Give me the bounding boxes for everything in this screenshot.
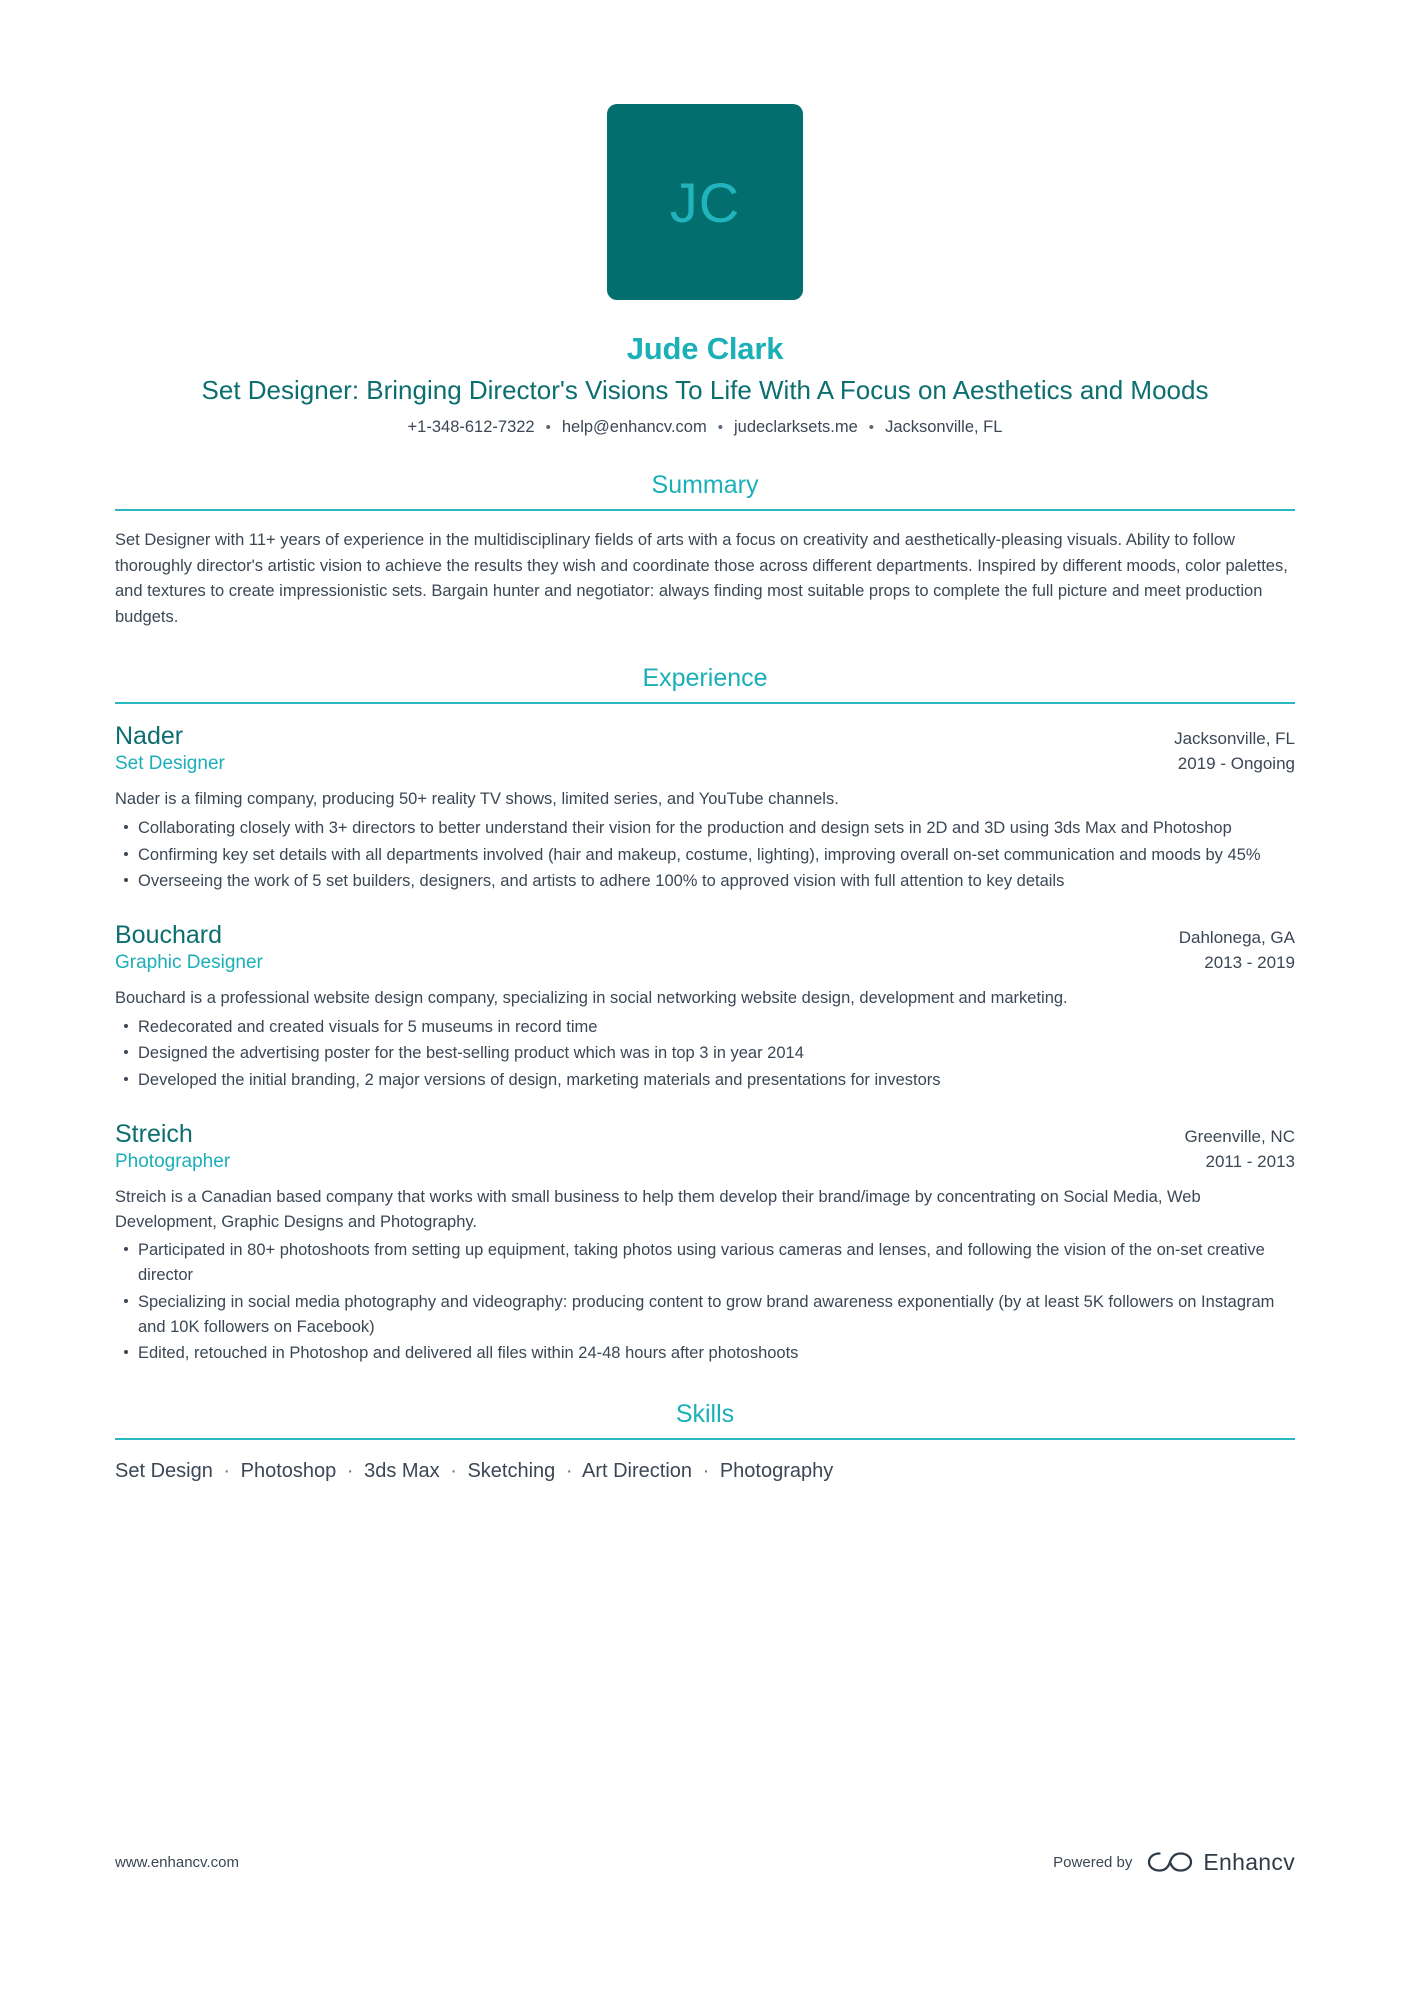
job-company: Bouchard: [115, 921, 223, 950]
enhancv-logo: [1146, 1847, 1295, 1877]
skill-item: Sketching: [467, 1460, 556, 1482]
list-item: Collaborating closely with 3+ directors to better understand their vision for the production and design sets in 2D and 3D using 3ds Max and Photoshop: [115, 816, 1295, 841]
job-title: Set Designer: [115, 753, 225, 775]
section-summary: [115, 471, 1295, 630]
avatar-initials: JC: [669, 170, 741, 234]
list-item: Redecorated and created visuals for 5 museums in record time: [115, 1015, 1295, 1040]
job-bullet-list: [115, 816, 1295, 894]
section-experience: [115, 664, 1295, 1366]
job-company: Streich: [115, 1119, 193, 1148]
headline: Set Designer: Bringing Director's Visions To Life With A Focus on Aesthetics and Moods: [201, 375, 1209, 405]
experience-entry: [115, 721, 1295, 894]
contact-separator: •: [545, 419, 551, 437]
contact-separator: •: [868, 419, 875, 437]
skill-item: Art Direction: [582, 1460, 693, 1482]
list-item: Specializing in social media photography and videography: producing content to grow brand awareness exponentially (by at least 5K followers on Instagram and 10K followers on Facebook): [115, 1290, 1295, 1340]
summary-text: Set Designer with 11+ years of experience in the multidisciplinary fields of arts with a focus on creativity and aesthetically-pleasing visuals. Ability to follow thoroughly director's artistic vision to achieve the results they wish and coordinate those across different departments. Inspired by different moods, color palettes, and textures to create impressionistic sets. Bargain hunter and negotiator: always finding most suitable props to complete the full picture and meet production budgets.: [115, 531, 1288, 626]
enhancv-wordmark: Enhancv: [1203, 1848, 1295, 1875]
job-description: Streich is a Canadian based company that works with small business to help them develop their brand/image by concentrating on Social Media, Web Development, Graphic Designs and Photography.: [115, 1187, 1201, 1231]
section-title-experience: Experience: [642, 664, 768, 693]
footer-branding: [1053, 1847, 1295, 1877]
job-company: Nader: [115, 722, 184, 751]
section-title-skills: Skills: [675, 1400, 735, 1428]
job-dates: 2019 - Ongoing: [1177, 754, 1295, 774]
contact-phone[interactable]: +1-348-612-7322: [407, 418, 535, 437]
list-item: Designed the advertising poster for the best-selling product which was in top 3 in year 2014: [115, 1041, 1295, 1066]
job-location: Dahlonega, GA: [1178, 928, 1295, 948]
contact-line: [115, 418, 1295, 437]
list-item: Participated in 80+ photoshoots from setting up equipment, taking photos using various cameras and lenses, and following the vision of the on-set creative director: [115, 1238, 1295, 1288]
skill-separator: ·: [346, 1460, 354, 1482]
skill-separator: ·: [450, 1460, 457, 1482]
job-location: Greenville, NC: [1184, 1126, 1295, 1146]
page-footer: [115, 1847, 1295, 1877]
experience-entry: [115, 1119, 1295, 1366]
contact-separator: •: [717, 419, 723, 437]
list-item: Edited, retouched in Photoshop and delivered all files within 24-48 hours after photoshoots: [115, 1341, 1295, 1366]
job-dates: 2011 - 2013: [1205, 1151, 1295, 1171]
skill-item: 3ds Max: [364, 1460, 440, 1482]
job-title: Photographer: [115, 1150, 231, 1172]
job-description: Nader is a filming company, producing 50+ reality TV shows, limited series, and YouTube channels.: [115, 790, 839, 809]
enhancv-infinity-icon: [1146, 1847, 1194, 1877]
page-title: Jude Clark: [626, 331, 784, 366]
list-item: Developed the initial branding, 2 major versions of design, marketing materials and presentations for investors: [115, 1068, 1295, 1093]
footer-website-link[interactable]: www.enhancv.com: [115, 1853, 239, 1871]
job-bullet-list: [115, 1238, 1295, 1366]
job-bullet-list: [115, 1015, 1295, 1093]
skill-separator: ·: [223, 1460, 231, 1482]
resume-header: [115, 0, 1295, 437]
skill-separator: ·: [702, 1460, 710, 1482]
powered-by-label: Powered by: [1053, 1853, 1133, 1871]
contact-email[interactable]: help@enhancv.com: [561, 418, 707, 437]
avatar: [607, 104, 803, 300]
section-skills: [115, 1400, 1295, 1485]
job-description: Bouchard is a professional website design company, specializing in social networking website design, development and marketing.: [115, 988, 1068, 1007]
list-item: Confirming key set details with all departments involved (hair and makeup, costume, lighting), improving overall on-set communication and moods by 45%: [115, 843, 1295, 868]
skills-list: [115, 1457, 1295, 1485]
section-title-summary: Summary: [651, 471, 759, 500]
job-dates: 2013 - 2019: [1204, 953, 1295, 973]
skill-item: Photoshop: [240, 1460, 337, 1482]
job-location: Jacksonville, FL: [1174, 729, 1295, 749]
skill-separator: ·: [565, 1460, 573, 1482]
job-title: Graphic Designer: [115, 952, 263, 974]
contact-location: Jacksonville, FL: [885, 418, 1003, 437]
skill-item: Photography: [719, 1460, 834, 1482]
experience-entry: [115, 920, 1295, 1093]
list-item: Overseeing the work of 5 set builders, designers, and artists to adhere 100% to approved vision with full attention to key details: [115, 869, 1295, 894]
skill-item: Set Design: [115, 1460, 213, 1482]
contact-website[interactable]: judeclarksets.me: [733, 418, 858, 437]
